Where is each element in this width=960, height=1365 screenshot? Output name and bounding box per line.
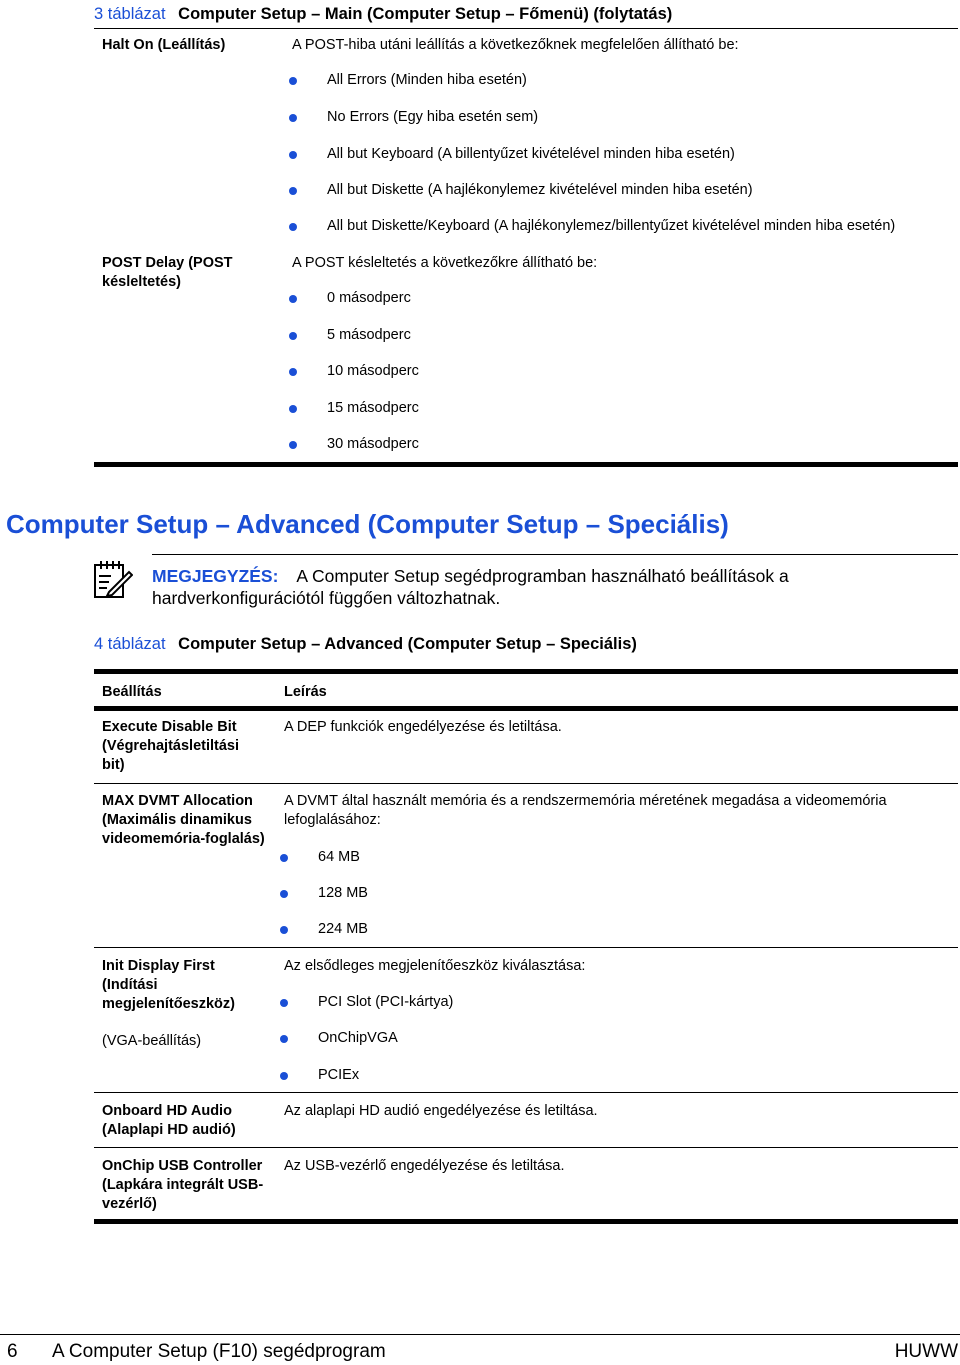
bullet-icon [289,77,297,85]
table-3-number: 3 táblázat [94,5,166,23]
setting-halt-on: Halt On (Leállítás) [102,37,226,53]
bullet-icon [280,926,288,934]
list-item: 5 másodperc [327,327,411,343]
table-4-title: Computer Setup – Advanced (Computer Setup – Speciális) [178,635,637,653]
footer-chapter-title: A Computer Setup (F10) segédprogram [52,1341,386,1362]
desc-max-dvmt-allocation: A DVMT által használt memória és a rendszermemória méretének megadása a videomemória lefoglalásához: [284,793,887,828]
bullet-icon [280,854,288,862]
list-item: PCI Slot (PCI-kártya) [318,994,453,1010]
list-item: All but Diskette/Keyboard (A hajlékonylemez/billentyűzet kivételével minden hiba esetén) [327,218,895,234]
table-4-top-rule [94,669,958,674]
bullet-icon [289,187,297,195]
bullet-icon [289,368,297,376]
list-item: PCIEx [318,1067,359,1083]
list-item: All but Keyboard (A billentyűzet kivételével minden hiba esetén) [327,146,735,162]
table-4-bottom-rule [94,1219,958,1224]
table-4-number: 4 táblázat [94,635,166,653]
table-3-bottom-rule [94,462,958,467]
bullet-icon [289,151,297,159]
setting-execute-disable-bit: Execute Disable Bit (Végrehajtásletiltási bit) [102,719,239,773]
setting-onchip-usb-controller: OnChip USB Controller (Lapkára integrált USB-vezérlő) [102,1158,264,1212]
desc-halt-on: A POST-hiba utáni leállítás a következőknek megfelelően állítható be: [292,37,739,53]
footer-locale-code: HUWW [894,1341,958,1362]
bullet-icon [280,890,288,898]
bullet-icon [289,441,297,449]
list-item: 15 másodperc [327,400,419,416]
list-item: All Errors (Minden hiba esetén) [327,72,527,88]
section-heading: Computer Setup – Advanced (Computer Setup – Speciális) [6,509,729,539]
setting-max-dvmt-allocation: MAX DVMT Allocation (Maximális dinamikus videomemória-foglalás) [102,793,265,847]
bullet-icon [289,223,297,231]
table-3-caption [94,5,672,24]
list-item: 10 másodperc [327,363,419,379]
note-body: A Computer Setup segédprogramban használható beállítások a hardverkonfigurációtól függően változhatnak. [152,566,789,608]
note-pencil-icon [93,560,133,600]
bullet-icon [289,332,297,340]
list-item: OnChipVGA [318,1030,398,1046]
table-4-header-rule [94,706,958,711]
list-item: 0 másodperc [327,290,411,306]
setting-onboard-hd-audio: Onboard HD Audio (Alaplapi HD audió) [102,1103,236,1138]
table-header-description: Leírás [284,684,327,700]
list-item: 224 MB [318,921,368,937]
note-top-rule [152,554,958,555]
bullet-icon [289,114,297,122]
bullet-icon [280,1035,288,1043]
desc-onboard-hd-audio: Az alaplapi HD audió engedélyezése és letiltása. [284,1103,598,1119]
list-item: All but Diskette (A hajlékonylemez kivételével minden hiba esetén) [327,182,753,198]
list-item: 64 MB [318,849,360,865]
table-row-divider [94,783,958,784]
bullet-icon [280,1072,288,1080]
table-row-divider [94,1092,958,1093]
bullet-icon [289,295,297,303]
footer-rule [0,1334,960,1335]
table-header-setting: Beállítás [102,684,162,700]
table-3-top-rule [94,28,958,29]
table-row-divider [94,1147,958,1148]
setting-vga-settings: (VGA-beállítás) [102,1033,202,1049]
desc-post-delay: A POST késleltetés a következőkre állítható be: [292,255,598,271]
setting-init-display-first: Init Display First (Indítási megjelenítőeszköz) [102,958,235,1012]
page-number: 6 [7,1341,18,1362]
list-item: No Errors (Egy hiba esetén sem) [327,109,538,125]
table-3-title: Computer Setup – Main (Computer Setup – Főmenü) (folytatás) [178,5,673,23]
desc-onchip-usb-controller: Az USB-vezérlő engedélyezése és letiltása. [284,1158,565,1174]
note-text [152,565,952,609]
list-item: 128 MB [318,885,368,901]
desc-init-display-first: Az elsődleges megjelenítőeszköz kiválasztása: [284,958,586,974]
bullet-icon [289,405,297,413]
list-item: 30 másodperc [327,436,419,452]
note-label: MEGJEGYZÉS: [152,566,279,586]
table-row-divider [94,947,958,948]
desc-execute-disable-bit: A DEP funkciók engedélyezése és letiltása. [284,719,562,735]
setting-post-delay: POST Delay (POST késleltetés) [102,255,233,290]
table-4-caption [94,635,637,654]
bullet-icon [280,999,288,1007]
